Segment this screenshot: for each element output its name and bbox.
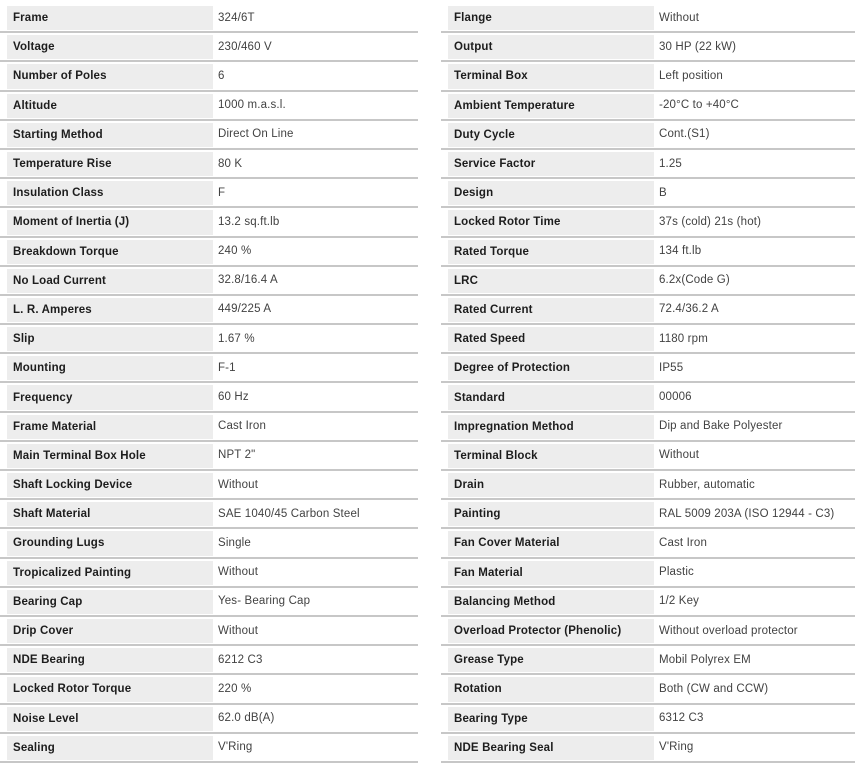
spec-value: Without [659,449,700,462]
spec-value: 00006 [659,391,692,404]
spec-value: 80 K [218,157,243,170]
spec-value: Single [218,536,251,549]
spec-row [0,413,418,442]
spec-row [0,442,418,471]
spec-label: Design [448,181,654,205]
spec-label: Noise Level [7,707,213,731]
spec-row [441,62,855,91]
spec-label: Bearing Type [448,707,654,731]
spec-value: V'Ring [218,741,253,754]
spec-label: Standard [448,385,654,409]
spec-value: F-1 [218,361,236,374]
spec-value: 1000 m.a.s.l. [218,99,286,112]
spec-label: Fan Material [448,561,654,585]
spec-row [441,413,855,442]
spec-value: 240 % [218,245,252,258]
spec-label: Degree of Protection [448,356,654,380]
spec-label: Frame [7,6,213,30]
spec-label: Drip Cover [7,619,213,643]
spec-row [0,500,418,529]
spec-row [441,150,855,179]
spec-label: Grease Type [448,648,654,672]
spec-label: Terminal Box [448,64,654,88]
spec-row [441,92,855,121]
spec-value: 6 [218,69,225,82]
spec-value: 30 HP (22 kW) [659,40,737,53]
spec-row [0,675,418,704]
spec-label: Overload Protector (Phenolic) [448,619,654,643]
spec-row [441,208,855,237]
spec-value: Left position [659,69,723,82]
spec-label: Breakdown Torque [7,240,213,264]
spec-row [441,354,855,383]
spec-value: 6.2x(Code G) [659,274,730,287]
spec-label: No Load Current [7,269,213,293]
spec-row [0,617,418,646]
spec-row [441,296,855,325]
spec-value: 1/2 Key [659,595,700,608]
spec-value: Dip and Bake Polyester [659,420,783,433]
spec-label: NDE Bearing Seal [448,736,654,760]
spec-label: Terminal Block [448,444,654,468]
spec-row [0,383,418,412]
spec-label: Altitude [7,94,213,118]
spec-label: Balancing Method [448,590,654,614]
spec-row [0,4,418,33]
spec-value: Yes- Bearing Cap [218,595,311,608]
spec-value: 230/460 V [218,40,272,53]
spec-label: Temperature Rise [7,152,213,176]
spec-row [0,471,418,500]
spec-label: L. R. Amperes [7,298,213,322]
spec-value: Both (CW and CCW) [659,682,769,695]
spec-row [0,267,418,296]
spec-value: 134 ft.lb [659,245,702,258]
spec-row [0,559,418,588]
spec-row [0,588,418,617]
spec-row [441,705,855,734]
spec-row [441,33,855,62]
spec-row [441,734,855,763]
spec-label: Grounding Lugs [7,531,213,555]
spec-label: Painting [448,502,654,526]
spec-value: Cast Iron [659,536,708,549]
spec-row [0,33,418,62]
spec-value: Cast Iron [218,420,267,433]
spec-value: B [659,186,667,199]
spec-row [441,500,855,529]
spec-value: Mobil Polyrex EM [659,653,751,666]
spec-value: 13.2 sq.ft.lb [218,215,280,228]
spec-value: Without overload protector [659,624,798,637]
spec-label: Slip [7,327,213,351]
spec-value: 6312 C3 [659,712,704,725]
spec-row [441,646,855,675]
spec-value: F [218,186,226,199]
spec-label: NDE Bearing [7,648,213,672]
spec-value: 220 % [218,682,252,695]
spec-value: 72.4/36.2 A [659,303,719,316]
spec-row [441,559,855,588]
spec-label: Number of Poles [7,64,213,88]
spec-label: Voltage [7,35,213,59]
spec-label: Locked Rotor Torque [7,677,213,701]
spec-label: Insulation Class [7,181,213,205]
spec-value: RAL 5009 203A (ISO 12944 - C3) [659,507,835,520]
spec-value: V'Ring [659,741,694,754]
spec-table-left [0,4,418,763]
spec-row [441,325,855,354]
spec-row [0,646,418,675]
spec-label: Starting Method [7,123,213,147]
spec-label: Flange [448,6,654,30]
spec-label: Shaft Locking Device [7,473,213,497]
spec-label: Drain [448,473,654,497]
spec-label: Duty Cycle [448,123,654,147]
spec-label: Rated Torque [448,240,654,264]
spec-row [0,325,418,354]
spec-row [0,92,418,121]
spec-row [0,705,418,734]
spec-row [441,588,855,617]
spec-value: Without [659,11,700,24]
spec-row [0,179,418,208]
spec-row [441,121,855,150]
spec-label: Moment of Inertia (J) [7,210,213,234]
spec-label: Fan Cover Material [448,531,654,555]
spec-label: Bearing Cap [7,590,213,614]
spec-value: NPT 2" [218,449,256,462]
spec-row [0,208,418,237]
spec-value: 1.67 % [218,332,255,345]
spec-value: IP55 [659,361,684,374]
spec-row [441,617,855,646]
spec-label: Rated Current [448,298,654,322]
spec-label: LRC [448,269,654,293]
spec-value: 449/225 A [218,303,272,316]
spec-label: Frame Material [7,415,213,439]
spec-row [441,529,855,558]
spec-label: Rotation [448,677,654,701]
spec-row [0,296,418,325]
spec-value: Cont.(S1) [659,128,710,141]
spec-value: Rubber, automatic [659,478,755,491]
spec-table-right [441,4,855,763]
spec-label: Impregnation Method [448,415,654,439]
spec-value: 32.8/16.4 A [218,274,278,287]
spec-value: 62.0 dB(A) [218,712,275,725]
spec-row [441,4,855,33]
spec-row [441,179,855,208]
spec-row [0,121,418,150]
spec-tables-container [0,4,864,763]
spec-value: 6212 C3 [218,653,263,666]
spec-label: Sealing [7,736,213,760]
spec-row [0,238,418,267]
spec-value: 324/6T [218,11,255,24]
spec-value: Without [218,478,259,491]
spec-label: Ambient Temperature [448,94,654,118]
spec-row [441,267,855,296]
spec-value: SAE 1040/45 Carbon Steel [218,507,360,520]
spec-row [441,675,855,704]
spec-label: Service Factor [448,152,654,176]
spec-value: Without [218,624,259,637]
spec-label: Tropicalized Painting [7,561,213,585]
spec-value: Direct On Line [218,128,294,141]
spec-value: 1180 rpm [659,332,708,345]
spec-row [0,150,418,179]
spec-value: Without [218,566,259,579]
spec-value: -20°C to +40°C [659,99,740,112]
spec-label: Mounting [7,356,213,380]
spec-row [0,62,418,91]
spec-row [0,734,418,763]
spec-row [0,529,418,558]
spec-label: Output [448,35,654,59]
spec-row [441,442,855,471]
spec-label: Frequency [7,385,213,409]
spec-label: Rated Speed [448,327,654,351]
spec-label: Main Terminal Box Hole [7,444,213,468]
spec-label: Locked Rotor Time [448,210,654,234]
spec-label: Shaft Material [7,502,213,526]
spec-value: 1.25 [659,157,682,170]
spec-row [441,383,855,412]
spec-row [441,471,855,500]
spec-value: Plastic [659,566,694,579]
spec-row [0,354,418,383]
spec-value: 60 Hz [218,391,249,404]
spec-row [441,238,855,267]
spec-value: 37s (cold) 21s (hot) [659,215,762,228]
